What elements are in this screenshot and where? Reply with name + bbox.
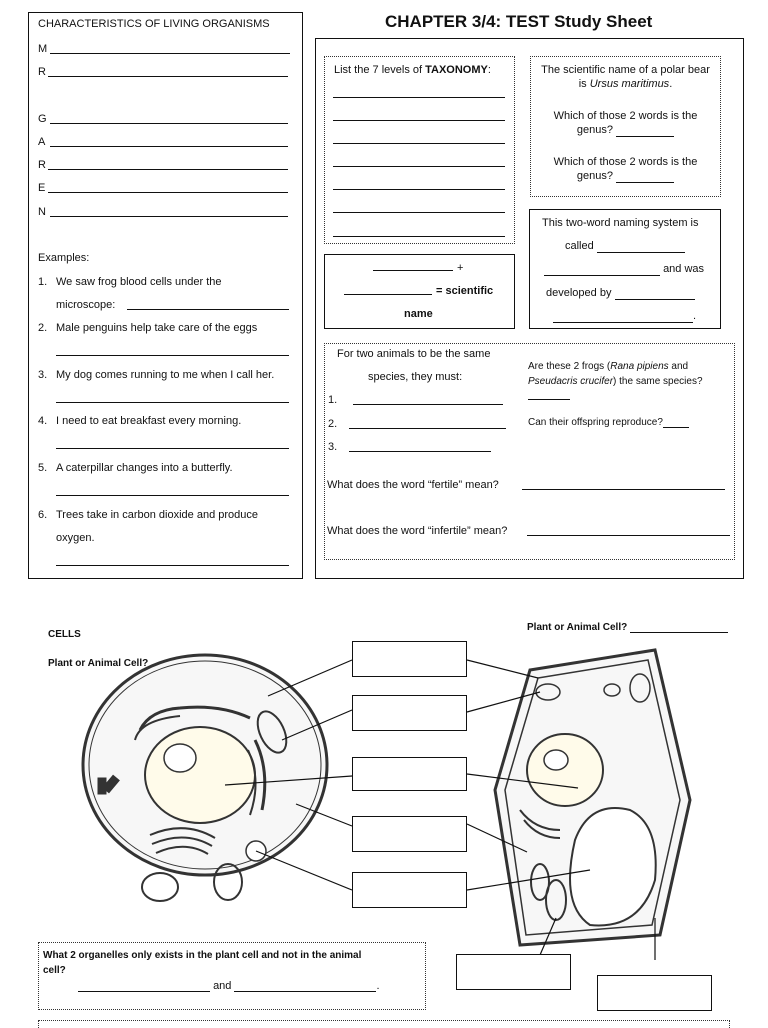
characteristics-box (28, 12, 303, 579)
letter-n: N (38, 206, 46, 218)
example-1-answer[interactable] (127, 309, 289, 310)
letter-r1: R (38, 66, 46, 78)
characteristics-title: CHARACTERISTICS OF LIVING ORGANISMS (38, 18, 270, 30)
answer-line-m[interactable] (50, 53, 290, 54)
example-5-answer[interactable] (56, 495, 289, 496)
example-5-num: 5. (38, 462, 48, 474)
formula-plus: + (457, 262, 464, 274)
page-title: CHAPTER 3/4: TEST Study Sheet (385, 12, 653, 31)
label-box-5[interactable] (352, 872, 467, 908)
species-answer-3[interactable] (349, 451, 491, 452)
letter-e: E (38, 182, 46, 194)
organelles-question: What 2 organelles only exists in the plant cell and not in the animal cell? (43, 950, 362, 976)
formula-equals: = scientific (436, 285, 494, 297)
example-3-text: My dog comes running to me when I call her. (56, 369, 275, 381)
label-box-1[interactable] (352, 641, 467, 677)
taxonomy-line-6[interactable] (333, 212, 505, 213)
taxonomy-line-2[interactable] (333, 120, 505, 121)
frogs-question: Are these 2 frogs (Rana pipiens and Pseudacris crucifer) the same species? (528, 361, 703, 387)
fertile-question: What does the word “fertile” mean? (327, 479, 499, 491)
species-num-3: 3. (328, 441, 338, 453)
formula-name: name (404, 308, 433, 320)
frogs-answer[interactable] (528, 399, 570, 400)
example-2-answer[interactable] (56, 355, 289, 356)
left-cell-question: Plant or Animal Cell? (48, 658, 243, 669)
taxonomy-prompt: List the 7 levels of TAXONOMY: (334, 64, 491, 76)
example-3-num: 3. (38, 369, 48, 381)
plant-nucleus (527, 734, 603, 806)
answer-line-g[interactable] (50, 123, 288, 124)
example-6-text: Trees take in carbon dioxide and produce (56, 509, 258, 521)
answer-line-a[interactable] (50, 146, 288, 147)
example-4-num: 4. (38, 415, 48, 427)
answer-line-e[interactable] (48, 192, 288, 193)
species-num-2: 2. (328, 418, 338, 430)
example-4-text: I need to eat breakfast every morning. (56, 415, 242, 427)
example-6-text2: oxygen. (56, 532, 95, 544)
example-3-answer[interactable] (56, 402, 289, 403)
label-box-6[interactable] (456, 954, 571, 990)
naming-line1: This two-word naming system is (542, 217, 699, 229)
example-6-num: 6. (38, 509, 48, 521)
naming-line5: . (553, 309, 696, 323)
example-5-text: A caterpillar changes into a butterfly. (56, 462, 233, 474)
species-num-1: 1. (328, 394, 338, 406)
example-1-text: We saw frog blood cells under the (56, 276, 222, 288)
letter-m: M (38, 43, 48, 55)
taxonomy-line-7[interactable] (333, 236, 505, 237)
fertile-answer[interactable] (522, 489, 725, 490)
formula-line-2[interactable] (344, 294, 432, 295)
answer-line-r2[interactable] (48, 169, 288, 170)
examples-label: Examples: (38, 252, 90, 264)
bottom-box-edge (38, 1020, 730, 1028)
taxonomy-line-3[interactable] (333, 143, 505, 144)
species-answer-2[interactable] (349, 428, 506, 429)
label-box-2[interactable] (352, 695, 467, 731)
letter-g: G (38, 113, 47, 125)
species-line2: species, they must: (368, 371, 463, 383)
naming-line2: called (565, 239, 685, 253)
label-box-4[interactable] (352, 816, 467, 852)
taxonomy-line-4[interactable] (333, 166, 505, 167)
formula-line-1[interactable] (373, 270, 453, 271)
organelle-answer-1[interactable] (78, 990, 210, 992)
organelle-answer-2[interactable] (234, 990, 376, 992)
letter-a: A (38, 136, 46, 148)
label-box-3[interactable] (352, 757, 467, 791)
label-box-7[interactable] (597, 975, 712, 1011)
example-1-text2: microscope: (56, 299, 116, 311)
letter-r2: R (38, 159, 46, 171)
answer-line-n[interactable] (50, 216, 288, 217)
species-line1: For two animals to be the same (337, 348, 491, 360)
taxonomy-box (324, 56, 515, 244)
naming-line3: and was (544, 262, 704, 276)
polar-bear-text: The scientific name of a polar bear is Ursus maritimus. Which of those 2 words is the genus? Which of those 2 words is the genus? (541, 64, 710, 182)
offspring-question: Can their offspring reproduce? (528, 417, 689, 428)
infertile-answer[interactable] (527, 535, 730, 536)
animal-cell (83, 655, 327, 901)
organelles-answers: and . (78, 980, 380, 992)
taxonomy-line-5[interactable] (333, 189, 505, 190)
naming-line4: developed by (546, 286, 695, 300)
infertile-question: What does the word “infertile” mean? (327, 525, 508, 537)
example-4-answer[interactable] (56, 448, 289, 449)
example-2-num: 2. (38, 322, 48, 334)
species-answer-1[interactable] (353, 404, 503, 405)
cells-title: CELLS (48, 629, 81, 640)
right-cell-question: Plant or Animal Cell? (527, 622, 728, 633)
example-6-answer[interactable] (56, 565, 289, 566)
taxonomy-line-1[interactable] (333, 97, 505, 98)
example-1-num: 1. (38, 276, 48, 288)
animal-nucleus (145, 727, 255, 823)
answer-line-r1[interactable] (48, 76, 288, 77)
plant-cell (495, 650, 690, 945)
example-2-text: Male penguins help take care of the eggs (56, 322, 258, 334)
